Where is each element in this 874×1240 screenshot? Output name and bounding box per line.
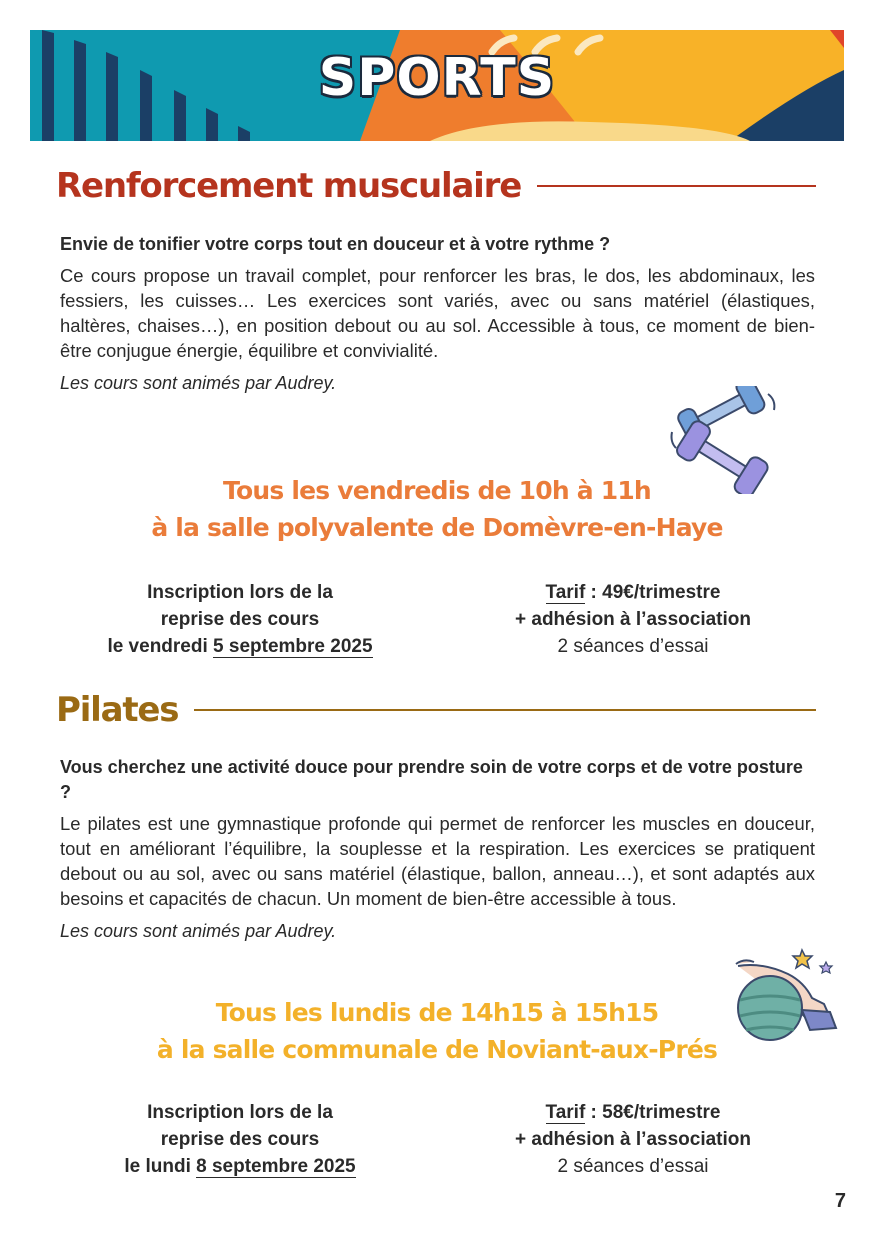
registration-date: 8 septembre 2025 bbox=[196, 1156, 356, 1177]
registration-prefix: le vendredi bbox=[107, 636, 214, 657]
registration-line: Inscription lors de la bbox=[147, 1102, 333, 1123]
heading-rule bbox=[194, 709, 816, 711]
registration-date: 5 septembre 2025 bbox=[213, 636, 373, 657]
lead-question: Envie de tonifier votre corps tout en douceur et à votre rythme ? bbox=[60, 234, 611, 254]
registration-prefix: le lundi bbox=[124, 1156, 197, 1177]
registration-line: reprise des cours bbox=[160, 609, 320, 630]
page-number: 7 bbox=[834, 1190, 846, 1212]
registration-info bbox=[60, 579, 420, 660]
tarif-value: : 49€/trimestre bbox=[585, 582, 721, 603]
description-paragraph: Le pilates est une gymnastique profonde qui permet de renforcer les muscles en douceur, tout en améliorant l’équilibre, la souplesse et la respiration. Les exercices se pratiquent debout ou au sol, avec ou sans matériel (élastique, ballon, anneau…), et sont adaptés aux besoins et capacités de chacun. Un moment de bien-être accessible à tous. bbox=[60, 813, 815, 909]
animator-note: Les cours sont animés par Audrey. bbox=[60, 921, 337, 941]
registration-line: Inscription lors de la bbox=[147, 582, 333, 603]
membership-note: + adhésion à l’association bbox=[515, 609, 751, 630]
trial-note: 2 séances d’essai bbox=[557, 636, 709, 657]
registration-line: reprise des cours bbox=[160, 1129, 320, 1150]
tarif-label: Tarif bbox=[545, 582, 586, 603]
section-body-pilates bbox=[60, 755, 815, 944]
section-heading-pilates bbox=[56, 690, 816, 730]
section-heading-renforcement bbox=[56, 166, 816, 206]
trial-note: 2 séances d’essai bbox=[557, 1156, 709, 1177]
schedule-pilates bbox=[0, 994, 874, 1068]
tarif-label: Tarif bbox=[545, 1102, 586, 1123]
schedule-venue: à la salle polyvalente de Domèvre-en-Haye bbox=[151, 513, 723, 542]
section-title: Pilates bbox=[56, 690, 179, 730]
registration-info bbox=[60, 1099, 420, 1180]
schedule-renforcement bbox=[0, 472, 874, 546]
description-paragraph: Ce cours propose un travail complet, pour renforcer les bras, le dos, les abdominaux, les fessiers, les cuisses… Les exercices sont variés, avec ou sans matériel (élastiques, haltères, chaises…), en position debout ou au sol. Accessible à tous, ce moment de bien-être conjugue énergie, équilibre et convivialité. bbox=[60, 265, 815, 361]
section-body-renforcement bbox=[60, 232, 815, 396]
membership-note: + adhésion à l’association bbox=[515, 1129, 751, 1150]
tarif-info bbox=[483, 579, 783, 660]
lead-question: Vous cherchez une activité douce pour prendre soin de votre corps et de votre posture ? bbox=[60, 757, 803, 802]
schedule-day-time: Tous les vendredis de 10h à 11h bbox=[223, 476, 651, 505]
schedule-day-time: Tous les lundis de 14h15 à 15h15 bbox=[215, 998, 659, 1027]
heading-rule bbox=[537, 185, 816, 187]
animator-note: Les cours sont animés par Audrey. bbox=[60, 373, 337, 393]
tarif-info bbox=[483, 1099, 783, 1180]
tarif-value: : 58€/trimestre bbox=[585, 1102, 721, 1123]
section-title: Renforcement musculaire bbox=[56, 166, 522, 206]
schedule-venue: à la salle communale de Noviant-aux-Prés bbox=[156, 1035, 718, 1064]
sports-banner bbox=[30, 30, 844, 141]
banner-title: SPORTS bbox=[318, 48, 556, 108]
